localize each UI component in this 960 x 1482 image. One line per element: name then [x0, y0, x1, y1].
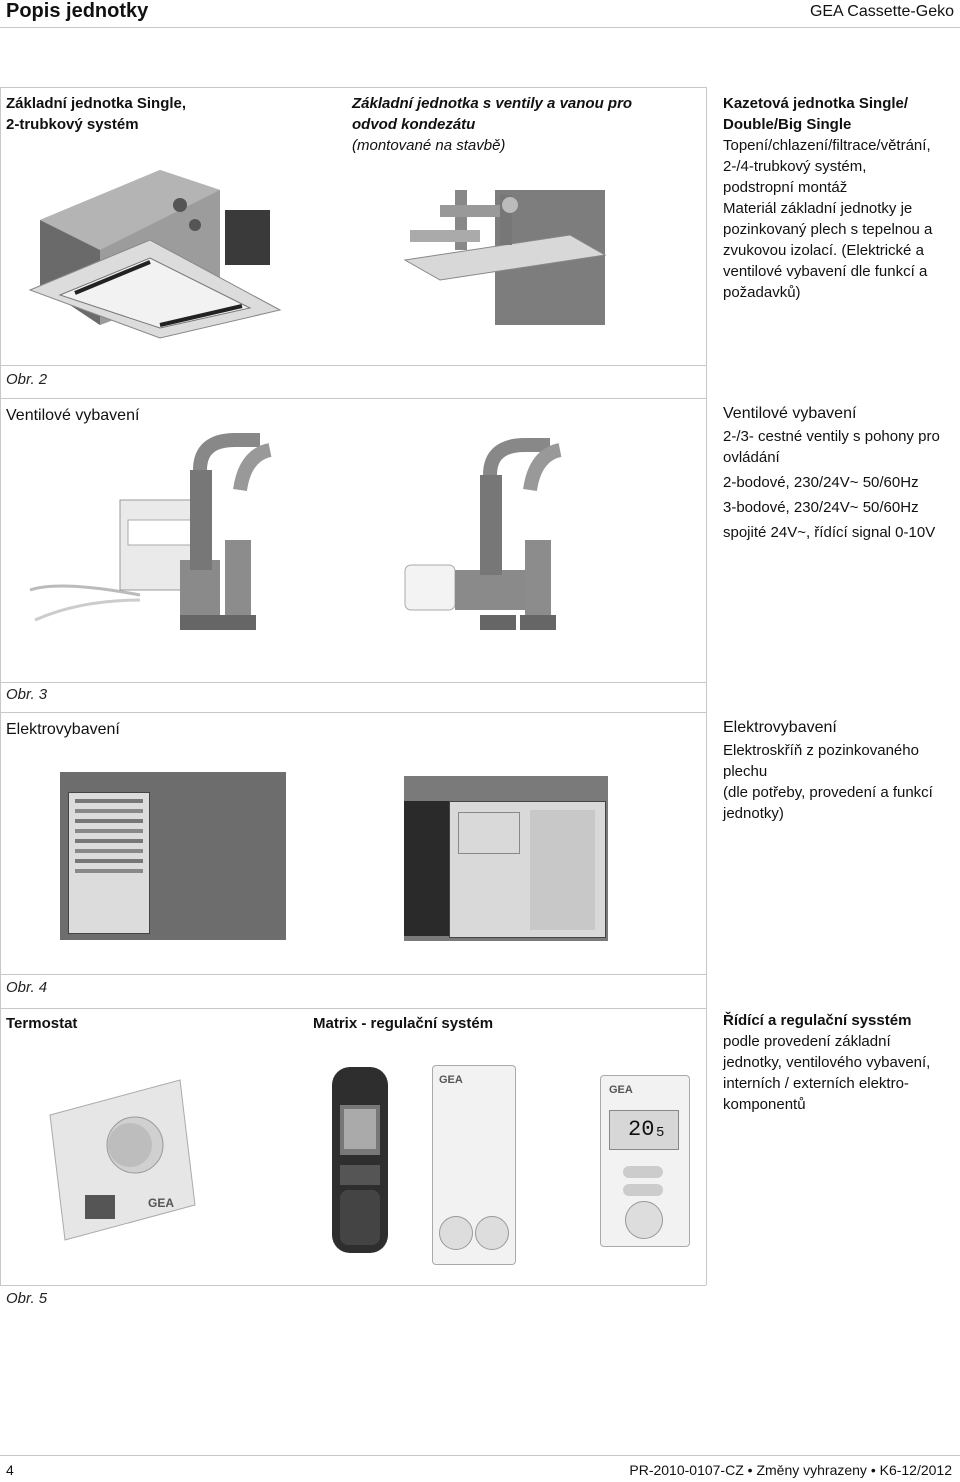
- control-button[interactable]: [623, 1166, 663, 1178]
- figure-caption-3: Obr. 3: [6, 686, 48, 703]
- row1-col2-note: (montované na stavbě): [352, 137, 506, 154]
- rotary-dial[interactable]: [475, 1216, 509, 1250]
- row3-col1-heading: Elektrovybavení: [6, 721, 120, 738]
- page-number: 4: [6, 1462, 14, 1478]
- row4-col2-heading: Matrix - regulační systém: [313, 1015, 494, 1032]
- grid-line: [0, 1285, 706, 1286]
- row1-description: Kazetová jednotka Single/ Double/Big Single Topení/chlazení/filtrace/větrání, 2-/4-trubkový systém, podstropní montáž Materiál základní jednotky je pozinkovaný plech s tepelnou a zvukovou izolací. (Elektrické a ventilové vybavení dle funkcí a požadavků): [723, 95, 933, 301]
- row4-col1-heading: Termostat: [6, 1015, 78, 1032]
- grid-line: [0, 87, 706, 88]
- grid-line: [706, 87, 707, 1285]
- footer-divider: [0, 1455, 960, 1456]
- row1-col1-heading: Základní jednotka Single, 2-trubkový systém: [6, 95, 187, 133]
- grid-line: [0, 974, 706, 975]
- row2-col1-heading: Ventilové vybavení: [6, 407, 140, 424]
- grid-line: [0, 398, 706, 399]
- brand-logo: GEA: [148, 1196, 175, 1210]
- cassette-unit-image: [20, 150, 300, 340]
- valve-thermal-head-image: [400, 430, 630, 640]
- valve-tray-image: [400, 165, 610, 325]
- document-reference: PR-2010-0107-CZ • Změny vyhrazeny • K6-12/2012: [629, 1462, 952, 1478]
- thermostat-image: [40, 1075, 200, 1245]
- electro-box-image-2: [404, 776, 608, 941]
- row3-description: Elektrovybavení Elektroskříň z pozinkovaného plechu (dle potřeby, provedení a funkcí jednotky): [723, 719, 933, 822]
- figure-caption-5: Obr. 5: [6, 1290, 48, 1307]
- brand-logo: GEA: [609, 1084, 633, 1096]
- figure-caption-2: Obr. 2: [6, 371, 48, 388]
- grid-line: [0, 87, 1, 1285]
- rotary-dial[interactable]: [439, 1216, 473, 1250]
- temperature-display: 20 5: [609, 1110, 679, 1150]
- row2-description: Ventilové vybavení 2-/3- cestné ventily s pohony pro ovládání 2-bodové, 230/24V~ 50/60Hz 3-bodové, 230/24V~ 50/60Hz spojité 24V~, řídící signal 0-10V: [723, 405, 940, 541]
- grid-line: [0, 682, 706, 683]
- page-title: Popis jednotky: [6, 0, 149, 22]
- brand-logo: GEA: [439, 1074, 463, 1086]
- grid-line: [0, 1008, 706, 1009]
- row4-description: Řídící a regulační sysstém podle provedení základní jednotky, ventilového vybavení, interních / externích elektro- komponentů: [723, 1012, 931, 1113]
- grid-line: [0, 712, 706, 713]
- product-name: GEA Cassette-Geko: [809, 3, 954, 20]
- remote-control-image: [330, 1065, 390, 1255]
- grid-line: [0, 365, 706, 366]
- header-divider: [0, 27, 960, 28]
- valve-actuator-image: [20, 430, 310, 640]
- control-unit-image: [600, 1075, 690, 1247]
- row1-col2-heading: Základní jednotka s ventily a vanou pro odvod kondezátu: [352, 95, 633, 133]
- control-button[interactable]: [623, 1184, 663, 1196]
- rotary-dial[interactable]: [625, 1201, 663, 1239]
- matrix-wall-unit-image: [432, 1065, 516, 1265]
- figure-caption-4: Obr. 4: [6, 979, 48, 996]
- electro-box-image-1: [60, 772, 286, 940]
